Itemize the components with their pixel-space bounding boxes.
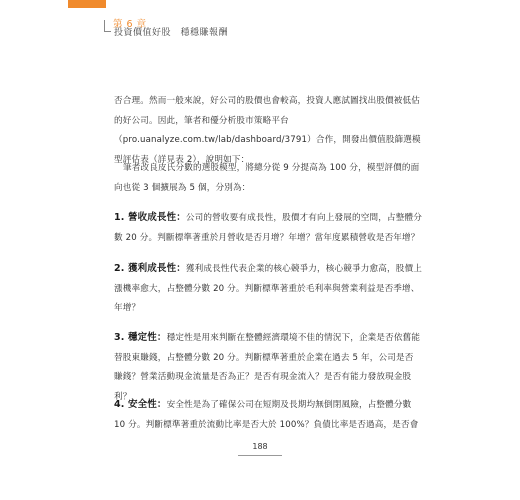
list-item-revenue-growth xyxy=(114,208,422,248)
subtitle-bracket xyxy=(104,20,111,32)
page-number: 188 xyxy=(252,442,268,451)
chapter-subtitle: 投資價值好股 穩穩賺報酬 xyxy=(114,28,229,38)
list-item-heading: 4. 安全性： xyxy=(114,399,167,410)
chapter-color-tab xyxy=(68,0,106,8)
list-item-profit-growth xyxy=(114,259,422,319)
list-item-heading: 1. 營收成長性： xyxy=(114,212,186,223)
list-item-text: 獲利成長性代表企業的核心競爭力，核心競爭力愈高，股價上漲機率愈大，占整體分數 20 分。判斷標準著重於毛利率與營業利益是否季增、年增？ xyxy=(114,264,422,313)
paragraph-model: 筆者改良皮氏分數的選股模型，將總分從 9 分提高為 100 分，模型評價的面向也從 3 個擴展為 5 個，分別為： xyxy=(114,163,420,193)
page-number-rule xyxy=(238,455,282,456)
paragraph-intro: 否合理。然而一般來說，好公司的股價也會較高，投資人應試圖找出股價被低估的好公司。因此，筆者和優分析股市策略平台（pro.uanalyze.com.tw/lab/dashboard/3791）合作，開發出價值股篩選模型評估表（詳見表 2），說明如下： xyxy=(114,96,421,165)
chapter-label: 第 6 章 xyxy=(113,19,147,30)
list-item-text: 安全性是為了確保公司在短期及長期均無倒閉風險，占整體分數 10 分。判斷標準著重於流動比率是否大於 100%？負債比率是否過高，是否會 xyxy=(114,400,419,430)
list-item-safety xyxy=(114,395,422,435)
list-item-heading: 2. 獲利成長性： xyxy=(114,263,186,274)
list-item-text: 穩定性是用來判斷在整體經濟環境不佳的情況下，企業是否依舊能替股東賺錢，占整體分數 20 分。判斷標準著重於企業在過去 5 年，公司是否賺錢？營業活動現金流量是否為正？是否有現金流入？是否有能力發放現金股利？ xyxy=(114,333,421,402)
list-item-text: 公司的營收要有成長性，股價才有向上發展的空間，占整體分數 20 分。判斷標準著重於月營收是否月增？年增？當年度累積營收是否年增？ xyxy=(114,213,422,243)
list-item-heading: 3. 穩定性： xyxy=(114,332,167,343)
